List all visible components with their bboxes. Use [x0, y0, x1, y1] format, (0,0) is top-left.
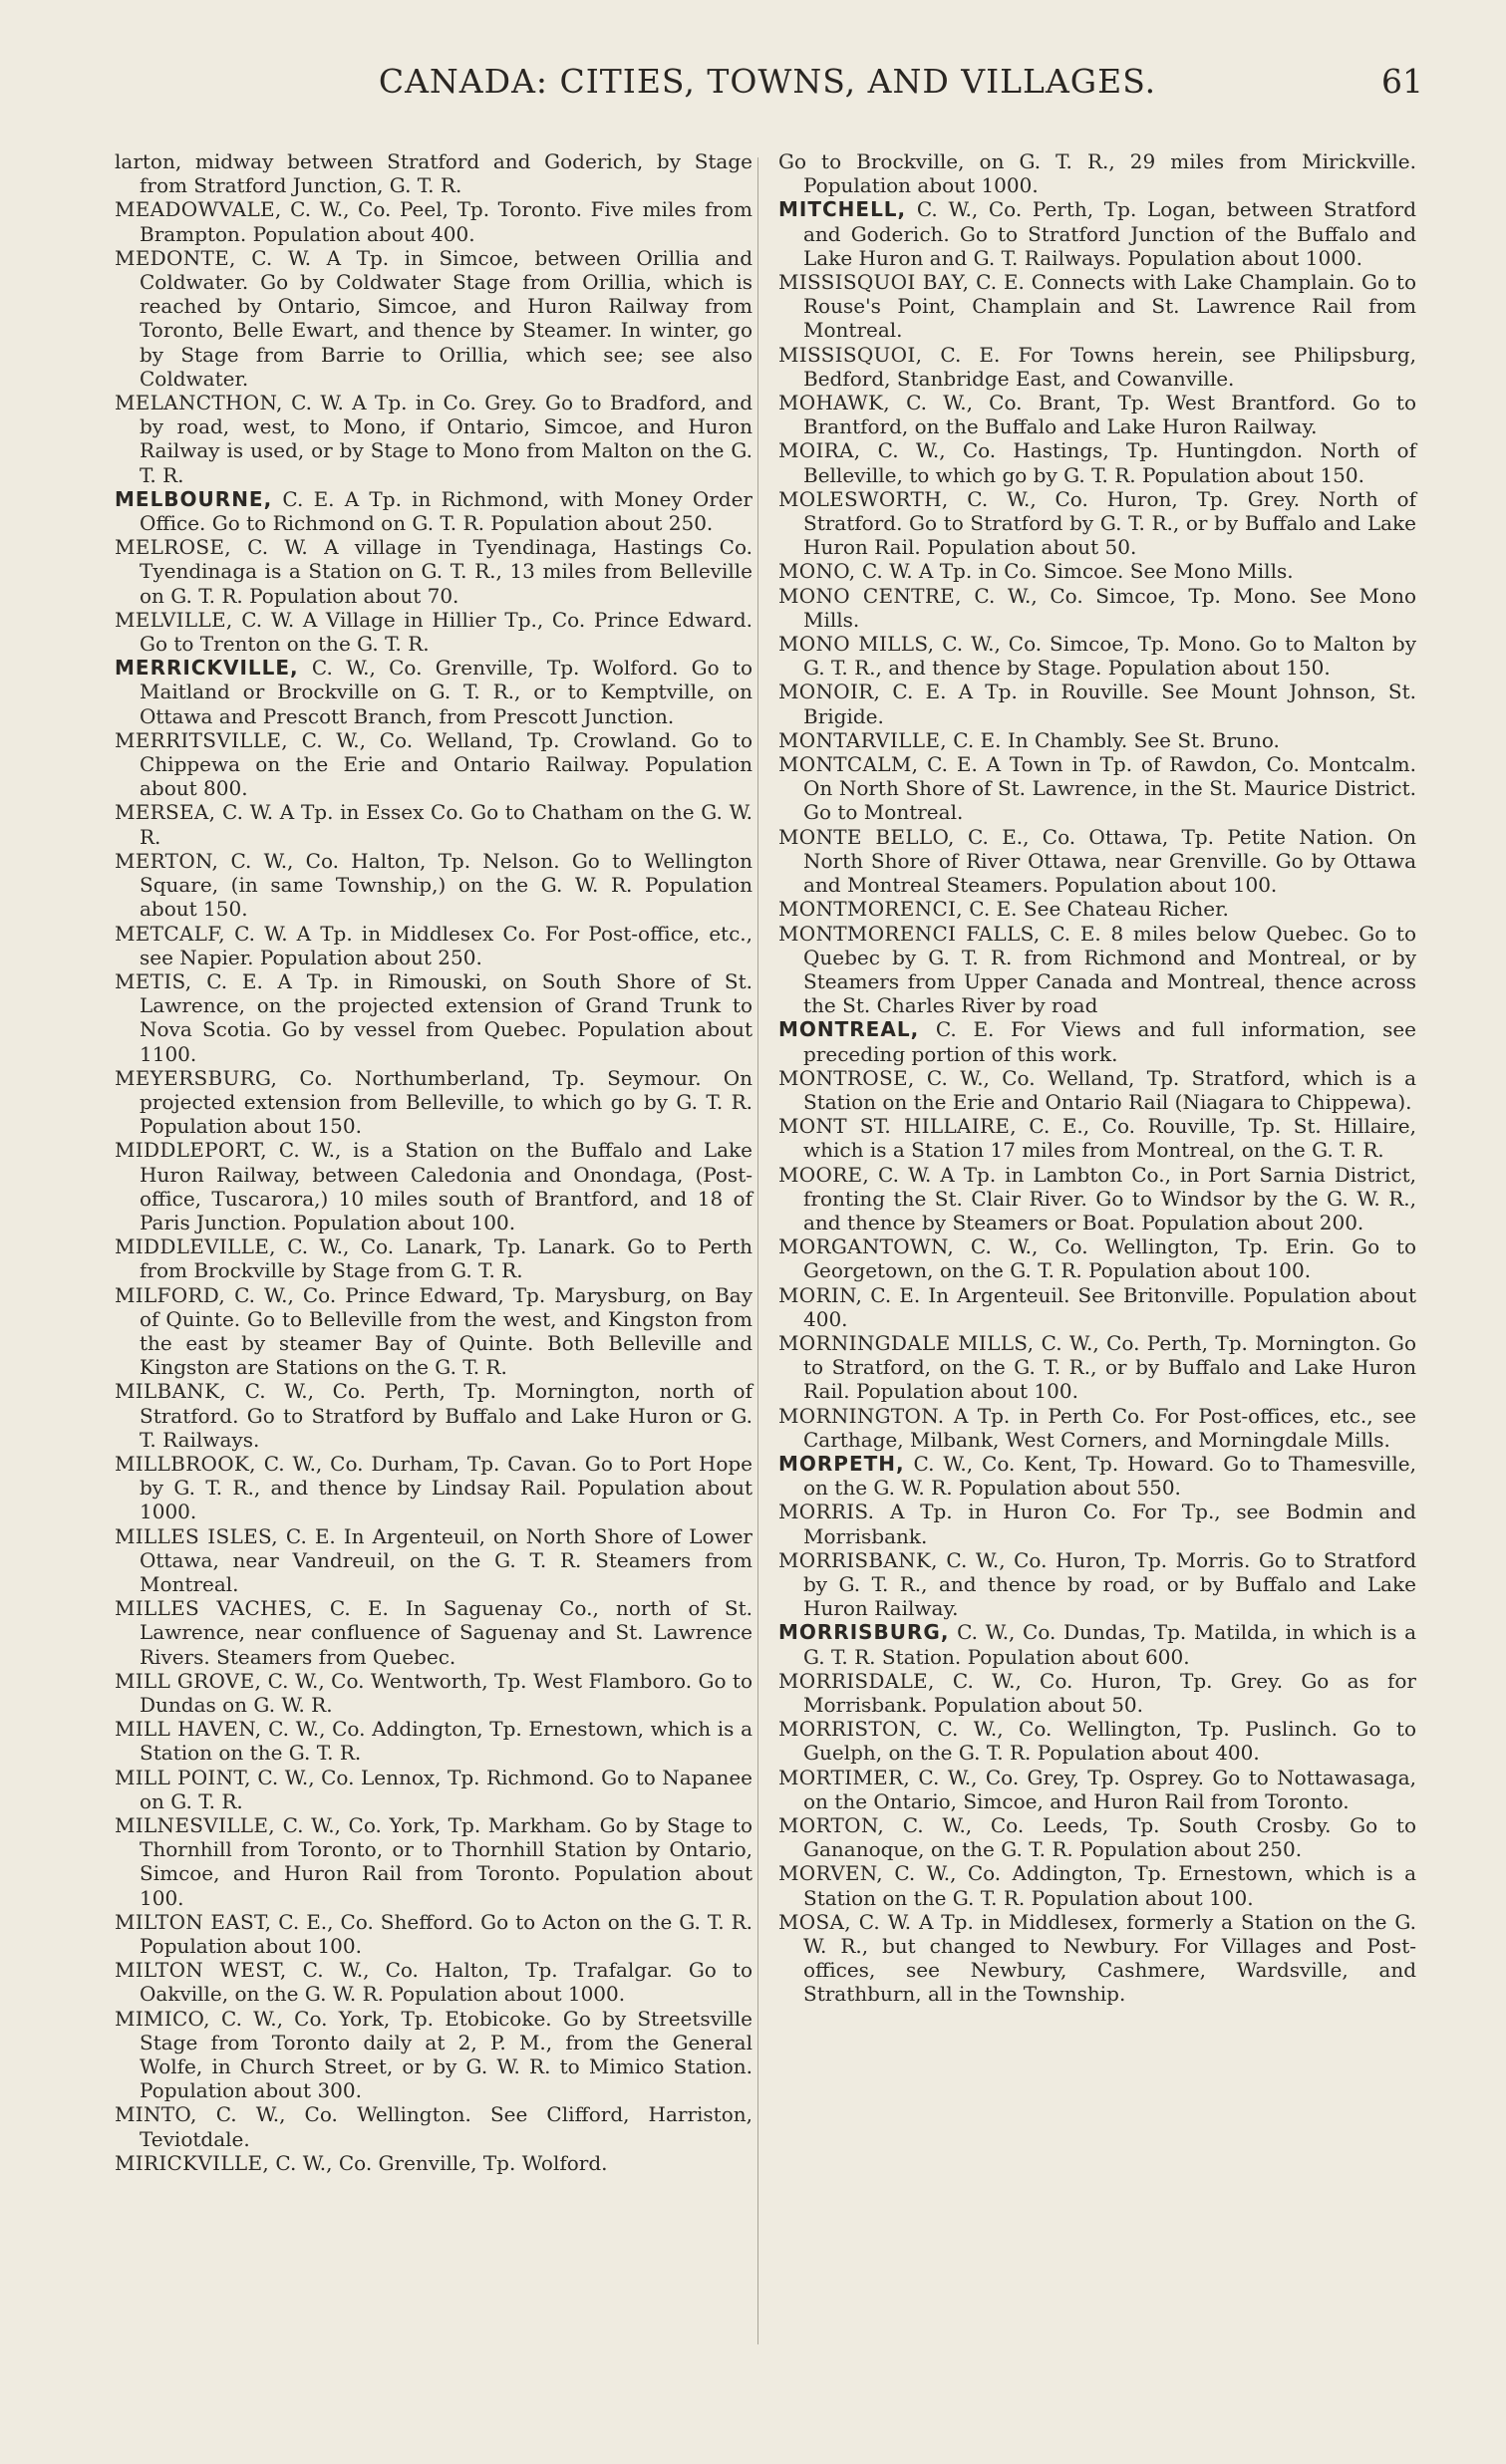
entry-text: C. W., Co. Addington, Tp. Ernestown, which is a Station on the G. T. R.	[140, 1717, 753, 1766]
gazetteer-entry	[778, 1404, 1416, 1452]
entry-text: C. W., Co. Huron, Tp. Grey. North of Stratford. Go to Stratford by G. T. R., or by Buffalo and Lake Huron Rail. Population about 50.	[803, 486, 1416, 560]
entry-headword: MISSISQUOI,	[778, 342, 923, 367]
entry-headword: MERSEA,	[115, 800, 216, 825]
entry-text: C. W., Co. Kent, Tp. Howard. Go to Thamesville, on the G. W. R. Population about 550.	[803, 1451, 1417, 1501]
entry-headword: MILBANK,	[115, 1379, 226, 1404]
gazetteer-entry	[778, 1861, 1416, 1909]
gazetteer-entry	[778, 343, 1416, 391]
gazetteer-entry	[115, 1596, 753, 1669]
entry-text: A Tp. in Huron Co. For Tp., see Bodmin and Morrisbank.	[803, 1500, 1416, 1548]
entry-headword: MORTON,	[778, 1813, 884, 1838]
entry-text: C. W., Co. Perth, Tp. Mornington, north of Stratford. Go to Stratford by Buffalo and Lake Huron or G. T. Railways.	[140, 1379, 753, 1452]
gazetteer-entry	[115, 656, 753, 728]
entry-headword: MONT ST. HILLAIRE,	[778, 1114, 1017, 1139]
entry-headword: MINTO,	[115, 2102, 197, 2127]
entry-text: C. E., Co. Rouville, Tp. St. Hillaire, which is a Station 17 miles from Montreal, on the G. T. R.	[803, 1114, 1417, 1163]
gazetteer-entry	[115, 1910, 753, 1958]
gazetteer-entry	[778, 1669, 1416, 1717]
gazetteer-entry	[778, 752, 1416, 825]
gazetteer-entry	[778, 897, 1416, 921]
gazetteer-entry	[778, 1620, 1416, 1668]
entry-text: C. W., Co. Brant, Tp. West Brantford. Go to Brantford, on the Buffalo and Lake Huron Railway.	[803, 391, 1417, 439]
gazetteer-entry	[778, 149, 1416, 197]
entry-text: C. W., Co. York, Tp. Etobicoke. Go by Streetsville Stage from Toronto daily at 2, P. M., from the General Wolfe, in Church Street, or by G. W. R. to Mimico Station. Population about 300.	[140, 2006, 753, 2103]
entry-text: C. E. In Chambly. See St. Bruno.	[953, 727, 1280, 752]
entry-headword: METIS,	[115, 968, 192, 993]
gazetteer-entry	[115, 1524, 753, 1597]
entry-text: A Tp. in Perth Co. For Post-offices, etc., see Carthage, Milbank, West Corners, and Morningdale Mills.	[803, 1403, 1417, 1452]
entry-headword: MORGANTOWN,	[778, 1234, 955, 1259]
entry-text: C. W., Co. Lennox, Tp. Richmond. Go to Napanee on G. T. R.	[140, 1765, 753, 1813]
entry-text: C. E. For Views and full information, see preceding portion of this work.	[803, 1017, 1417, 1066]
entry-text: C. E. A Town in Tp. of Rawdon, Co. Montcalm. On North Shore of St. Lawrence, in the St. Maurice District. Go to Montreal.	[803, 752, 1417, 825]
gazetteer-entry	[115, 197, 753, 245]
entry-headword: MELROSE,	[115, 535, 231, 560]
entry-headword: MORRIS.	[778, 1500, 875, 1524]
gazetteer-entry	[778, 1066, 1416, 1114]
entry-headword: MORRISTON,	[778, 1717, 922, 1742]
entry-headword: MERTON,	[115, 848, 219, 873]
gazetteer-entry	[778, 1813, 1416, 1861]
entry-text: C. W., Co. Wellington, Tp. Erin. Go to Georgetown, on the G. T. R. Population about 100.	[803, 1234, 1417, 1283]
entry-text: C. W., Co. Halton, Tp. Nelson. Go to Wellington Square, (in same Township,) on the G. W. R. Population about 150.	[140, 848, 753, 922]
entry-text: C. E., Co. Ottawa, Tp. Petite Nation. On North Shore of River Ottawa, near Grenville. Go by Ottawa and Montreal Steamers. Population about 100.	[803, 824, 1417, 898]
entry-headword: MOORE,	[778, 1162, 870, 1187]
entry-headword: MILNESVILLE,	[115, 1813, 275, 1838]
gazetteer-entry	[115, 2102, 753, 2150]
gazetteer-entry	[115, 149, 753, 197]
entry-text: C. E. For Towns herein, see Philipsburg, Bedford, Stanbridge East, and Cowanville.	[803, 342, 1416, 391]
entry-text: C. W. A Tp. in Simcoe, between Orillia and Coldwater. Go by Coldwater Stage from Orillia, which is reached by Ontario, Simcoe, and Huron Railway from Toronto, Belle Ewart, and thence by Steamer. In winter, go by Stage from Barrie to Orillia, which see; see also Coldwater.	[140, 245, 753, 391]
gazetteer-entry	[778, 825, 1416, 898]
entry-text: C. W., Co. Wellington. See Clifford, Harriston, Teviotdale.	[140, 2102, 753, 2151]
entry-text: C. W., Co. Halton, Tp. Trafalgar. Go to Oakville, on the G. W. R. Population about 1000.	[140, 1958, 753, 2007]
entry-headword: MONOIR,	[778, 680, 881, 704]
gazetteer-entry	[115, 1813, 753, 1910]
gazetteer-entry	[115, 1669, 753, 1717]
entry-headword: MORIN,	[778, 1282, 863, 1307]
column-divider	[757, 157, 758, 2344]
entry-headword: MIDDLEVILLE,	[115, 1234, 276, 1259]
page-title: CANADA: CITIES, TOWNS, AND VILLAGES.	[378, 62, 1157, 101]
entry-headword: MEDONTE,	[115, 245, 236, 270]
entry-headword: MISSISQUOI BAY,	[778, 270, 970, 295]
entry-headword: MILL POINT,	[115, 1765, 251, 1789]
entry-text: larton, midway between Stratford and Goderich, by Stage from Stratford Junction, G. T. R.	[115, 149, 753, 198]
entry-text: C. E. See Chateau Richer.	[969, 897, 1229, 922]
entry-headword: MIRICKVILLE,	[115, 2150, 270, 2175]
entry-headword: MILLES VACHES,	[115, 1596, 313, 1621]
gazetteer-entry	[778, 1910, 1416, 2007]
entry-text: C. W., Co. Simcoe, Tp. Mono. Go to Malton by G. T. R., and thence by Stage. Population about 150.	[803, 632, 1416, 681]
entry-headword: MILLBROOK,	[115, 1451, 256, 1476]
entry-headword: MORVEN,	[778, 1861, 883, 1886]
entry-text: C. W., Co. Perth, Tp. Logan, between Stratford and Goderich. Go to Stratford Junction of the Buffalo and Lake Huron and G. T. Railways. Population about 1000.	[803, 197, 1416, 270]
entry-text: C. W. A Tp. in Lambton Co., in Port Sarnia District, fronting the St. Clair River. Go to Windsor by the G. W. R., and thence by Steamers or Boat. Population about 200.	[803, 1162, 1416, 1234]
entry-text: Co. Northumberland, Tp. Seymour. On projected extension from Belleville, to which go by G. T. R. Population about 150.	[140, 1065, 753, 1139]
entry-headword: MERRICKVILLE,	[115, 656, 299, 681]
entry-text: C. W. A Tp. in Essex Co. Go to Chatham on the G. W. R.	[140, 800, 753, 849]
entry-text: C. E. A Tp. in Rouville. See Mount Johnson, St. Brigide.	[803, 680, 1416, 728]
entry-text: C. W. A Tp. in Middlesex, formerly a Station on the G. W. R., but changed to Newbury. For Villages and Post-offices, see Newbury, Cashmere, Wardsville, and Strathburn, all in the Township.	[803, 1909, 1417, 2007]
entry-headword: MORPETH,	[778, 1451, 905, 1476]
entry-text: C. W., Co. Dundas, Tp. Matilda, in which is a G. T. R. Station. Population about 600.	[803, 1620, 1417, 1669]
entry-headword: MEYERSBURG,	[115, 1065, 278, 1090]
gazetteer-entry	[115, 535, 753, 608]
entry-headword: MONTARVILLE,	[778, 727, 947, 752]
entry-headword: MILLES ISLES,	[115, 1523, 278, 1548]
gazetteer-entry	[778, 1548, 1416, 1621]
left-column	[115, 149, 753, 2175]
entry-text: C. E. 8 miles below Quebec. Go to Quebec by G. T. R. from Richmond and Montreal, or by Steamers from Upper Canada and Montreal, thence across the St. Charles River by road	[803, 921, 1417, 1018]
entry-text: C. E. In Saguenay Co., north of St. Lawrence, near confluence of Saguenay and St. Lawrence Rivers. Steamers from Quebec.	[140, 1596, 753, 1669]
gazetteer-entry	[778, 438, 1416, 486]
entry-text: C. E. Connects with Lake Champlain. Go to Rouse's Point, Champlain and St. Lawrence Rail from Montreal.	[803, 270, 1417, 343]
entry-headword: METCALF,	[115, 921, 225, 946]
entry-headword: MORTIMER,	[778, 1765, 911, 1789]
entry-headword: MILFORD,	[115, 1282, 226, 1307]
entry-headword: MEADOWVALE,	[115, 197, 282, 222]
entry-text: C. W., Co. York, Tp. Markham. Go by Stage to Thornhill from Toronto, or to Thornhill Station by Ontario, Simcoe, and Huron Rail from Toronto. Population about 100.	[140, 1813, 753, 1910]
entry-headword: MONTE BELLO,	[778, 824, 955, 849]
gazetteer-entry	[778, 1283, 1416, 1331]
entry-text: C. W., Co. Grenville, Tp. Wolford. Go to Maitland or Brockville on G. T. R., or to Kemptville, on Ottawa and Prescott Branch, from Prescott Junction.	[140, 656, 753, 728]
gazetteer-entry	[115, 1958, 753, 2006]
gazetteer-entry	[115, 246, 753, 391]
gazetteer-entry	[115, 1138, 753, 1234]
gazetteer-entry	[778, 1717, 1416, 1765]
entry-text: C. W., Co. Durham, Tp. Cavan. Go to Port Hope by G. T. R., and thence by Lindsay Rail. Population about 1000.	[140, 1451, 753, 1524]
gazetteer-entry	[778, 270, 1416, 343]
gazetteer-entry	[778, 197, 1416, 270]
gazetteer-entry	[115, 1766, 753, 1813]
gazetteer-entry	[115, 969, 753, 1066]
gazetteer-entry	[115, 1234, 753, 1282]
entry-headword: MONO MILLS,	[778, 632, 935, 657]
entry-headword: MORRISBANK,	[778, 1547, 938, 1572]
entry-text: C. W. A village in Tyendinaga, Hastings Co. Tyendinaga is a Station on G. T. R., 13 miles from Belleville on G. T. R. Population about 70.	[140, 535, 753, 608]
entry-headword: MERRITSVILLE,	[115, 727, 288, 752]
gazetteer-entry	[778, 922, 1416, 1018]
entry-text: C. W., Co. Welland, Tp. Crowland. Go to Chippewa on the Erie and Ontario Railway. Population about 800.	[140, 727, 753, 801]
gazetteer-entry	[778, 1766, 1416, 1813]
entry-text: Go to Brockville, on G. T. R., 29 miles from Mirickville. Population about 1000.	[778, 149, 1416, 198]
entry-headword: MILTON EAST,	[115, 1909, 272, 1934]
entry-headword: MORRISBURG,	[778, 1620, 950, 1645]
entry-text: C. W., Co. Peel, Tp. Toronto. Five miles from Brampton. Population about 400.	[140, 197, 753, 246]
entry-text: C. W., Co. Huron, Tp. Grey. Go as for Morrisbank. Population about 50.	[803, 1668, 1416, 1717]
entry-headword: MONTCALM,	[778, 752, 919, 777]
gazetteer-entry	[115, 800, 753, 848]
entry-headword: MELVILLE,	[115, 607, 233, 632]
gazetteer-entry	[778, 487, 1416, 560]
entry-headword: MILTON WEST,	[115, 1958, 287, 1983]
entry-text: C. W., Co. Wellington, Tp. Puslinch. Go to Guelph, on the G. T. R. Population about 400.	[803, 1717, 1416, 1766]
entry-headword: MONTMORENCI,	[778, 897, 963, 922]
entry-headword: MELANCTHON,	[115, 391, 283, 415]
page-number: 61	[1381, 62, 1423, 101]
entry-headword: MIMICO,	[115, 2006, 210, 2031]
entry-text: C. W., Co. Grenville, Tp. Wolford.	[275, 2150, 608, 2175]
gazetteer-entry	[115, 608, 753, 656]
entry-headword: MONO,	[778, 559, 856, 584]
gazetteer-entry	[115, 849, 753, 922]
gazetteer-entry	[778, 680, 1416, 727]
entry-text: C. E., Co. Shefford. Go to Acton on the G. T. R. Population about 100.	[140, 1909, 753, 1959]
entry-text: C. W., Co. Perth, Tp. Mornington. Go to Stratford, on the G. T. R., or by Buffalo and Lake Huron Rail. Population about 100.	[803, 1330, 1417, 1404]
page-header	[110, 62, 1425, 122]
gazetteer-entry	[778, 1163, 1416, 1235]
entry-text: C. W., Co. Welland, Tp. Stratford, which is a Station on the Erie and Ontario Rail (Niagara to Chippewa).	[803, 1065, 1417, 1114]
entry-text: C. E. A Tp. in Rimouski, on South Shore of St. Lawrence, on the projected extension of Grand Trunk to Nova Scotia. Go by vessel from Quebec. Population about 1100.	[140, 968, 753, 1066]
entry-text: C. W. A Tp. in Middlesex Co. For Post-office, etc., see Napier. Population about 250.	[140, 921, 753, 969]
entry-text: C. W., Co. Huron, Tp. Morris. Go to Stratford by G. T. R., and thence by road, or by Buffalo and Lake Huron Railway.	[803, 1547, 1416, 1621]
entry-headword: MITCHELL,	[778, 197, 907, 222]
entry-headword: MORNINGDALE MILLS,	[778, 1330, 1035, 1355]
gazetteer-entry	[115, 1452, 753, 1524]
entry-text: C. E. In Argenteuil, on North Shore of Lower Ottawa, near Vandreuil, on the G. T. R. Steamers from Montreal.	[140, 1523, 753, 1596]
gazetteer-entry	[115, 922, 753, 969]
entry-headword: MILL HAVEN,	[115, 1717, 262, 1742]
gazetteer-entry	[778, 1114, 1416, 1162]
gazetteer-entry	[778, 728, 1416, 752]
entry-text: C. W. A Village in Hillier Tp., Co. Prince Edward. Go to Trenton on the G. T. R.	[140, 607, 753, 657]
entry-text: C. W., Co. Hastings, Tp. Huntingdon. North of Belleville, to which go by G. T. R. Population about 150.	[803, 438, 1416, 487]
gazetteer-entry	[778, 632, 1416, 680]
entry-headword: MOSA,	[778, 1909, 851, 1934]
entry-text: C. W., Co. Leeds, Tp. South Crosby. Go to Gananoque, on the G. T. R. Population about 250.	[803, 1813, 1416, 1862]
gazetteer-entry	[778, 1331, 1416, 1404]
entry-headword: MONTMORENCI FALLS,	[778, 921, 1041, 946]
gazetteer-entry	[115, 487, 753, 535]
entry-headword: MONTROSE,	[778, 1065, 915, 1090]
entry-text: C. W., Co. Simcoe, Tp. Mono. See Mono Mills.	[803, 583, 1416, 632]
entry-text: C. W., Co. Wentworth, Tp. West Flamboro. Go to Dundas on G. W. R.	[140, 1668, 753, 1717]
gazetteer-entry	[778, 1234, 1416, 1282]
gazetteer-entry	[115, 1717, 753, 1765]
gazetteer-entry	[778, 559, 1416, 583]
entry-text: C. W., Co. Lanark, Tp. Lanark. Go to Perth from Brockville by Stage from G. T. R.	[140, 1234, 753, 1283]
gazetteer-entry	[778, 391, 1416, 438]
gazetteer-entry	[778, 584, 1416, 632]
gazetteer-entry	[115, 391, 753, 487]
entry-text: C. W. A Tp. in Co. Simcoe. See Mono Mills.	[861, 559, 1294, 584]
entry-headword: MOLESWORTH,	[778, 486, 949, 511]
gazetteer-entry	[115, 1283, 753, 1380]
entry-text: C. W., Co. Addington, Tp. Ernestown, which is a Station on the G. T. R. Population about 100.	[803, 1861, 1417, 1910]
gazetteer-entry	[778, 1017, 1416, 1065]
gazetteer-entry	[778, 1452, 1416, 1500]
entry-headword: MORNINGTON.	[778, 1403, 945, 1428]
entry-text: C. E. A Tp. in Richmond, with Money Order Office. Go to Richmond on G. T. R. Population about 250.	[140, 486, 753, 536]
gazetteer-entry	[115, 1066, 753, 1139]
gazetteer-entry	[115, 1379, 753, 1452]
gazetteer-entry	[115, 728, 753, 801]
entry-headword: MELBOURNE,	[115, 486, 273, 511]
entry-headword: MONO CENTRE,	[778, 583, 962, 608]
entry-headword: MILL GROVE,	[115, 1668, 262, 1693]
entry-headword: MIDDLEPORT,	[115, 1138, 267, 1163]
gazetteer-entry	[115, 2007, 753, 2103]
entry-text: C. W., is a Station on the Buffalo and Lake Huron Railway, between Caledonia and Onondaga, (Post-office, Tuscarora,) 10 miles south of Brantford, and 18 of Paris Junction. Population about 100.	[140, 1138, 753, 1234]
entry-text: C. W. A Tp. in Co. Grey. Go to Bradford, and by road, west, to Mono, if Ontario, Simcoe, and Huron Railway is used, or by Stage to Mono from Malton on the G. T. R.	[140, 391, 753, 487]
entry-text: C. W., Co. Grey, Tp. Osprey. Go to Nottawasaga, on the Ontario, Simcoe, and Huron Rail from Toronto.	[803, 1765, 1416, 1813]
entry-text: C. W., Co. Prince Edward, Tp. Marysburg, on Bay of Quinte. Go to Belleville from the west, and Kingston from the east by steamer Bay of Quinte. Both Belleville and Kingston are Stations on the G. T. R.	[140, 1282, 753, 1380]
entry-headword: MONTREAL,	[778, 1017, 920, 1042]
gazetteer-entry	[778, 1500, 1416, 1547]
entry-headword: MOHAWK,	[778, 391, 890, 415]
entry-headword: MOIRA,	[778, 438, 861, 463]
entry-text: C. E. In Argenteuil. See Britonville. Population about 400.	[803, 1282, 1417, 1331]
gazetteer-entry	[115, 2151, 753, 2175]
entry-headword: MORRISDALE,	[778, 1668, 935, 1693]
right-column	[778, 149, 1416, 2007]
